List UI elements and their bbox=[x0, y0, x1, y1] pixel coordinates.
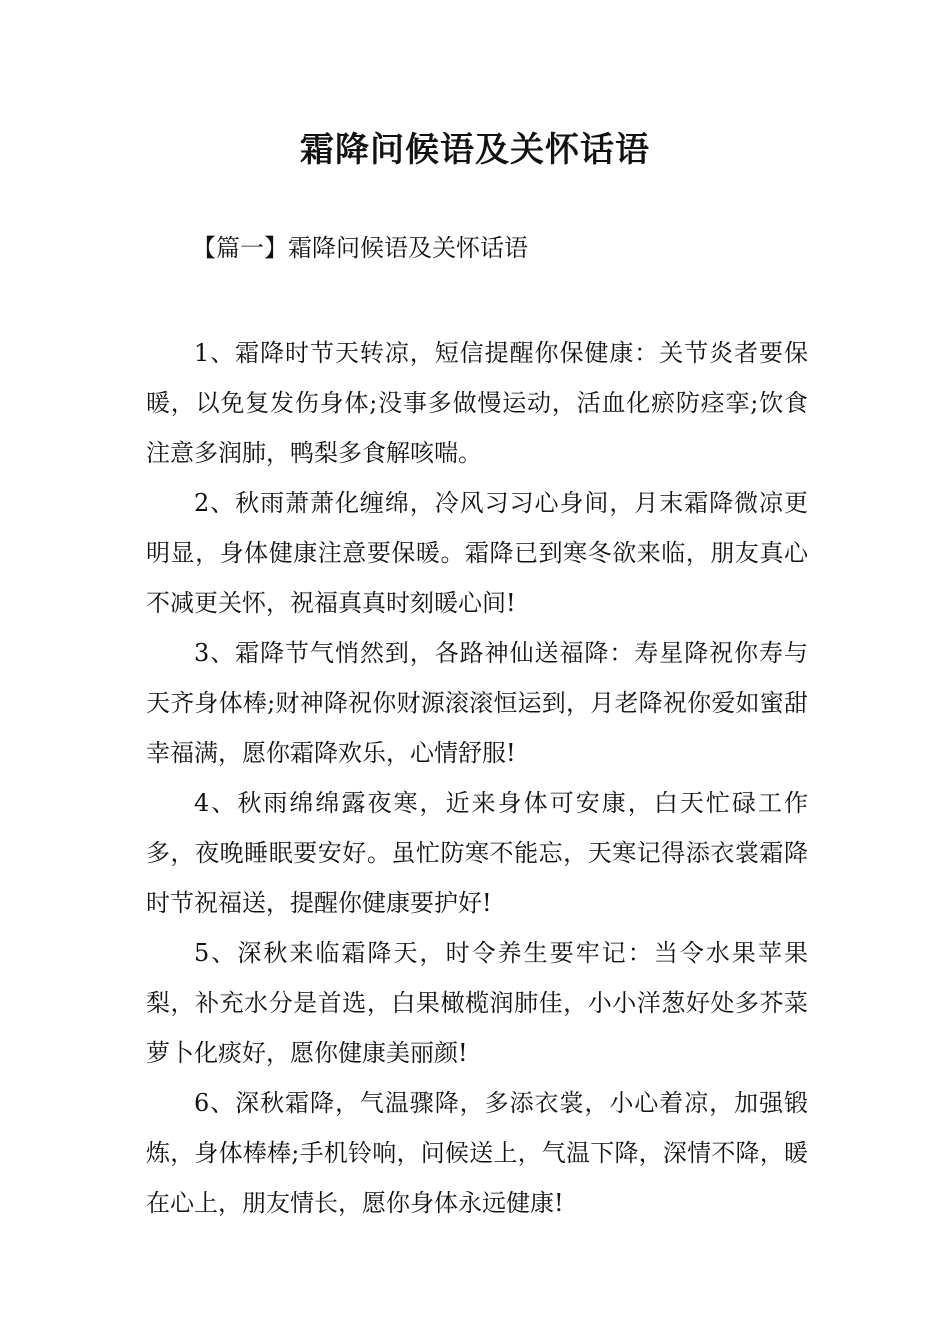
paragraph-2: 2、秋雨萧萧化缠绵，冷风习习心身间，月末霜降微凉更明显，身体健康注意要保暖。霜降已到寒冬欲来临，朋友真心不减更关怀，祝福真真时刻暖心间! bbox=[146, 489, 808, 617]
paragraph-3: 3、霜降节气悄然到，各路神仙送福降：寿星降祝你寿与天齐身体棒;财神降祝你财源滚滚恒运到，月老降祝你爱如蜜甜幸福满，愿你霜降欢乐，心情舒服! bbox=[146, 639, 808, 767]
document-body bbox=[146, 328, 808, 1228]
paragraph-4: 4、秋雨绵绵露夜寒，近来身体可安康，白天忙碌工作多，夜晚睡眠要安好。虽忙防寒不能忘，天寒记得添衣裳霜降时节祝福送，提醒你健康要护好! bbox=[146, 789, 808, 917]
page-title: 霜降问候语及关怀话语 bbox=[300, 130, 650, 170]
section-heading: 【篇一】霜降问候语及关怀话语 bbox=[192, 234, 528, 262]
paragraph-1: 1、霜降时节天转凉，短信提醒你保健康：关节炎者要保暖，以免复发伤身体;没事多做慢运动，活血化瘀防痉挛;饮食注意多润肺，鸭梨多食解咳喘。 bbox=[146, 339, 808, 467]
paragraph-6: 6、深秋霜降，气温骤降，多添衣裳，小心着凉，加强锻炼，身体棒棒;手机铃响，问候送上，气温下降，深情不降，暖在心上，朋友情长，愿你身体永远健康! bbox=[146, 1089, 808, 1217]
paragraph-5: 5、深秋来临霜降天，时令养生要牢记：当令水果苹果梨，补充水分是首选，白果橄榄润肺佳，小小洋葱好处多芥菜萝卜化痰好，愿你健康美丽颜! bbox=[146, 939, 808, 1067]
